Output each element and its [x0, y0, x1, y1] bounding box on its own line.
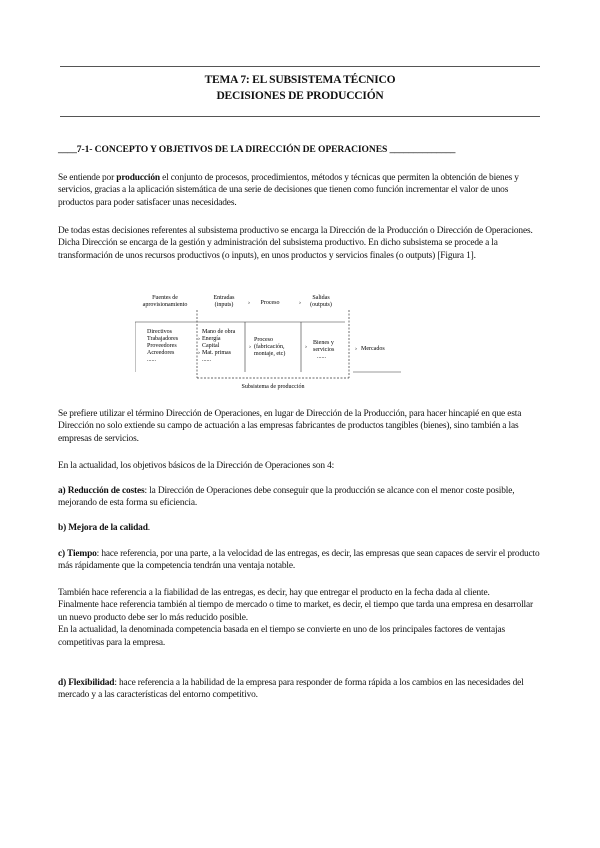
fig-col2-item-2: Energía	[202, 336, 221, 342]
fig-col2-head2: (inputs)	[214, 302, 234, 308]
fig-col1-item-5: ......	[147, 357, 156, 363]
fig-arrow-3: ›	[198, 336, 200, 342]
objective-a-label: a) Reducción de costes	[58, 486, 145, 496]
fig-col3-item-2: (fabricación,	[254, 344, 285, 350]
fig-col1-item-4: Acreedores	[147, 350, 175, 356]
fig-col4-head2: (outputs)	[310, 302, 332, 308]
fig-col1-item-2: Trabajadores	[147, 336, 179, 342]
fig-col1-head2: aprovisionamiento	[142, 302, 188, 308]
fig-arrow-4: ›	[198, 350, 200, 356]
objective-c-time-to-market: Finalmente hace referencia también al tiempo de mercado o time to market, es decir, el tiempo que tarda una empresa en desarrollar un nuevo producto debe ser lo más reducido posible.	[58, 600, 533, 623]
fig-arrow-1: ›	[248, 300, 250, 306]
objective-b-text: .	[147, 523, 150, 533]
objective-c-competition: En la actualidad, la denominada competencia basada en el tiempo se convierte en uno de los principales factores de ventajas competitivas para la empresa.	[58, 625, 505, 648]
objective-d	[58, 677, 542, 702]
fig-col2-item-5: ......	[202, 357, 211, 363]
fig-arrow-2: ›	[299, 300, 301, 306]
fig-col4-item-3: ......	[317, 354, 326, 360]
p1-pre: Se entiende por	[58, 173, 117, 183]
fig-col2-item-3: Capital	[202, 343, 220, 349]
objective-b	[58, 522, 542, 534]
objective-a-text: : la Dirección de Operaciones debe conseguir que la producción se alcance con el menor coste posible, mejorando de esta forma su eficiencia.	[58, 486, 515, 509]
fig-col3-item-3: montaje, etc)	[254, 351, 286, 357]
objective-a	[58, 485, 542, 510]
objective-d-text: : hace referencia a la habilidad de la empresa para responder de forma rápida a los cambios en las necesidades del mercado y a las características del entorno competitivo.	[58, 678, 524, 701]
figure-1-diagram	[135, 292, 403, 394]
fig-col1-item-1: Directivos	[147, 329, 172, 335]
section-heading: ____7-1- CONCEPTO Y OBJETIVOS DE LA DIRECCIÓN DE OPERACIONES ______________	[58, 144, 456, 155]
top-rule	[60, 66, 540, 67]
fig-market: Mercados	[361, 346, 385, 352]
paragraph-definition	[58, 172, 542, 209]
fig-arrow-7: ›	[355, 346, 357, 352]
fig-arrow-5: ›	[249, 344, 251, 350]
fig-col3-item-1: Proceso	[254, 337, 273, 343]
fig-col4-item-2: servicios	[313, 347, 335, 353]
doc-title-line2: DECISIONES DE PRODUCCIÓN	[216, 90, 384, 102]
fig-col4-item-1: Bienes y	[313, 340, 334, 346]
objective-b-label: b) Mejora de la calidad	[58, 523, 148, 533]
objective-d-label: d) Flexibilidad	[58, 678, 115, 688]
fig-col2-head1: Entradas	[213, 295, 235, 301]
objective-c	[58, 548, 542, 573]
p1-bold: producción	[116, 173, 160, 183]
objective-c-text: : hace referencia, por una parte, a la velocidad de las entregas, es decir, las empresas que sean capaces de servir el producto más rápidamente que la competencia tendrán una ventaja notable.	[58, 549, 540, 572]
fig-caption: Subsistema de producción	[241, 384, 305, 390]
fig-col4-head1: Salidas	[312, 295, 330, 301]
objective-c-label: c) Tiempo	[58, 549, 97, 559]
objective-c-details	[58, 587, 542, 649]
paragraph-preference: Se prefiere utilizar el término Dirección de Operaciones, en lugar de Dirección de la Producción, para hacer hincapié en que esta Dirección no solo extiende su campo de actuación a las empresas fabricantes de productos tangibles (bienes), sino también a las empresas de servicios.	[58, 409, 522, 444]
paragraph-direction: De todas estas decisiones referentes al subsistema productivo se encarga la Dirección de la Producción o Dirección de Operaciones. Dicha Dirección se encarga de la gestión y administración del subsistema productivo. En dicho subsistema se procede a la transformación de unos recursos productivos (o inputs), en unos productos y servicios finales (o outputs) [Figura 1].	[58, 226, 533, 261]
doc-title-line1: TEMA 7: EL SUBSISTEMA TÉCNICO	[204, 74, 396, 86]
fig-col1-head1: Fuentes de	[152, 295, 178, 301]
fig-arrow-6: ›	[305, 344, 307, 350]
title-bottom-rule	[60, 116, 540, 117]
fig-col2-item-4: Mat. primas	[202, 350, 231, 356]
p1-post: el conjunto de procesos, procedimientos, métodos y técnicas que permiten la obtención de bienes y servicios, gracias a la aplicación sistemática de una serie de decisiones que tienen como función incrementar el valor de unos productos para poder satisfacer unas necesidades.	[58, 173, 519, 208]
fig-col2-item-1: Mano de obra	[202, 329, 236, 335]
paragraph-objectives-intro: En la actualidad, los objetivos básicos de la Dirección de Operaciones son 4:	[58, 461, 335, 471]
fig-col1-item-3: Proveedores	[147, 343, 177, 349]
objective-c-reliability: También hace referencia a la fiabilidad de las entregas, es decir, hay que entregar el producto en la fecha dada al cliente.	[58, 588, 490, 598]
fig-col3-head: Proceso	[260, 300, 280, 306]
